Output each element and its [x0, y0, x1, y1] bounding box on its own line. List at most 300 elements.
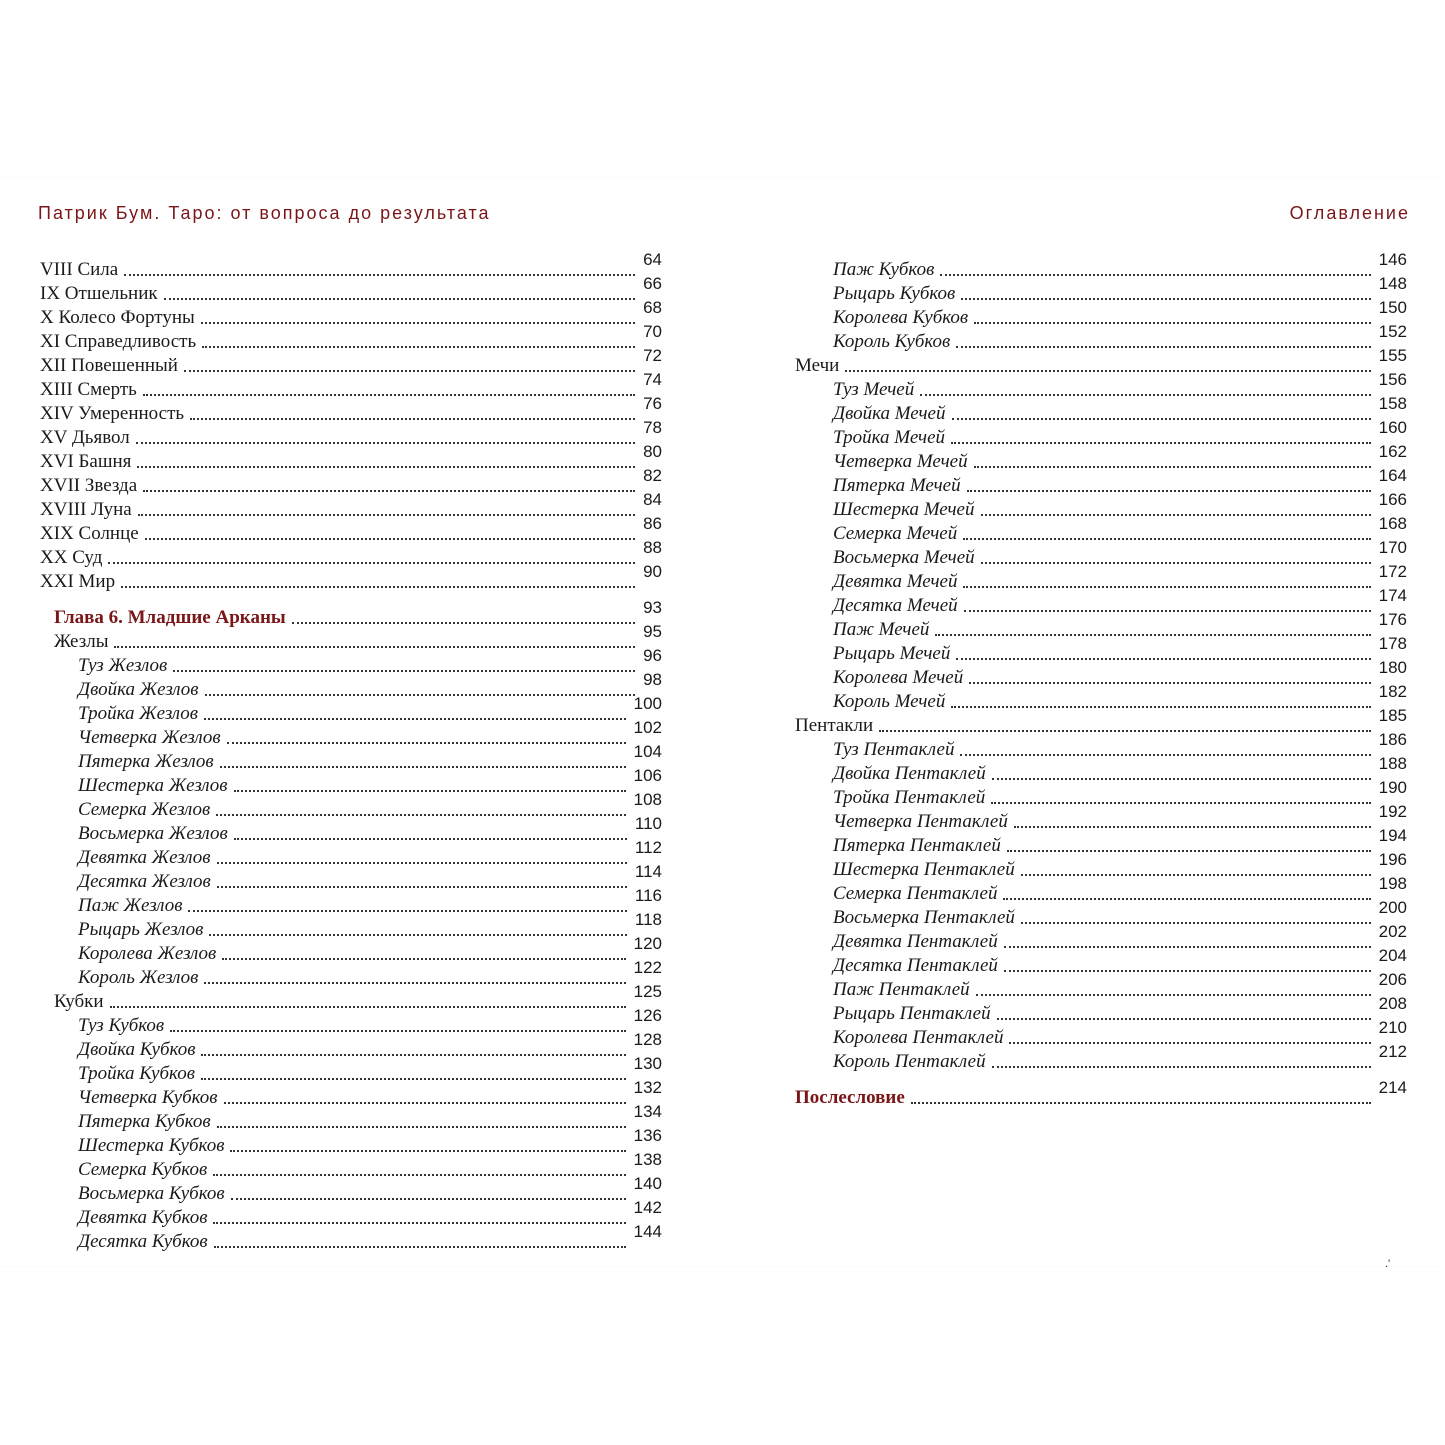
toc-page-number: 185 [1378, 706, 1407, 725]
toc-entry-title: Четверка Пентаклей [833, 811, 1008, 832]
toc-leader-dots [940, 273, 1370, 276]
toc-page-number: 134 [633, 1102, 662, 1121]
toc-page-number: 200 [1378, 898, 1407, 917]
toc-entry-title: Шестерка Кубков [78, 1135, 225, 1156]
toc-entry[interactable] [40, 958, 662, 990]
toc-page-number: 120 [633, 934, 662, 953]
toc-entry-title: Король Мечей [833, 691, 946, 712]
toc-leader-dots [202, 345, 635, 348]
toc-page-number: 108 [633, 790, 662, 809]
toc-entry-title: Восьмерка Жезлов [78, 823, 228, 844]
toc-page-number: 68 [643, 298, 662, 317]
toc-chapter-entry[interactable] [795, 1078, 1407, 1110]
toc-page-number: 214 [1378, 1078, 1407, 1097]
toc-entry-title: Девятка Мечей [833, 571, 958, 592]
toc-page-number: 196 [1378, 850, 1407, 869]
toc-leader-dots [201, 1053, 625, 1056]
toc-leader-dots [1003, 897, 1370, 900]
toc-entry[interactable] [40, 250, 662, 282]
toc-entry-title: Четверка Кубков [78, 1087, 218, 1108]
toc-page-number: 164 [1378, 466, 1407, 485]
toc-entry-title: XXI Мир [40, 571, 116, 592]
toc-leader-dots [1021, 873, 1371, 876]
toc-entry-title: Паж Жезлов [78, 895, 183, 916]
toc-leader-dots [956, 345, 1370, 348]
toc-entry[interactable] [795, 1018, 1407, 1050]
toc-entry-title: XVI Башня [40, 451, 132, 472]
toc-entry[interactable] [40, 1174, 662, 1206]
toc-entry[interactable] [40, 1054, 662, 1086]
toc-entry-title: Двойка Пентаклей [833, 763, 986, 784]
toc-leader-dots [956, 657, 1370, 660]
toc-entry-title: Четверка Жезлов [78, 727, 221, 748]
toc-entry[interactable] [795, 490, 1407, 522]
toc-entry[interactable] [40, 394, 662, 426]
toc-page-number: 160 [1378, 418, 1407, 437]
toc-page-number: 125 [633, 982, 662, 1001]
toc-entry-title: Шестерка Жезлов [78, 775, 228, 796]
toc-leader-dots [124, 273, 635, 276]
toc-entry-title: Паж Кубков [833, 259, 935, 280]
toc-entry[interactable] [40, 418, 662, 450]
toc-entry[interactable] [40, 694, 662, 726]
toc-leader-dots [234, 789, 626, 792]
toc-page-number: 110 [634, 814, 662, 833]
toc-entry[interactable] [40, 466, 662, 498]
toc-entry[interactable] [795, 658, 1407, 690]
toc-page-number: 142 [633, 1198, 662, 1217]
toc-entry[interactable] [795, 538, 1407, 570]
toc-entry[interactable] [40, 1126, 662, 1158]
toc-page-number: 126 [633, 1006, 662, 1025]
toc-entry[interactable] [795, 874, 1407, 906]
toc-entry-title: Король Жезлов [78, 967, 199, 988]
toc-leader-dots [108, 561, 635, 564]
toc-entry[interactable] [40, 298, 662, 330]
toc-entry[interactable] [795, 394, 1407, 426]
toc-right-column [795, 250, 1407, 1110]
toc-leader-dots [960, 753, 1370, 756]
toc-page-number: 186 [1378, 730, 1407, 749]
toc-page-number: 86 [643, 514, 662, 533]
toc-page-number: 138 [633, 1150, 662, 1169]
toc-entry-title: Рыцарь Жезлов [78, 919, 204, 940]
toc-page-number: 180 [1378, 658, 1407, 677]
toc-page-number: 162 [1378, 442, 1407, 461]
toc-leader-dots [1004, 945, 1371, 948]
toc-entry[interactable] [795, 562, 1407, 594]
toc-leader-dots [110, 1005, 626, 1008]
toc-entry-title: XIII Смерть [40, 379, 137, 400]
toc-entry[interactable] [795, 970, 1407, 1002]
toc-page-number: 112 [634, 838, 662, 857]
toc-entry-title: Паж Мечей [833, 619, 930, 640]
toc-entry[interactable] [795, 802, 1407, 834]
toc-page-number: 82 [643, 466, 662, 485]
toc-entry-title: Тройка Пентаклей [833, 787, 986, 808]
toc-page-number: 208 [1378, 994, 1407, 1013]
toc-entry-title: Десятка Жезлов [78, 871, 211, 892]
toc-page-number: 140 [633, 1174, 662, 1193]
toc-leader-dots [964, 609, 1371, 612]
toc-entry[interactable] [40, 1102, 662, 1134]
toc-entry-title: Рыцарь Пентаклей [833, 1003, 991, 1024]
toc-entry-title: Король Пентаклей [833, 1051, 986, 1072]
toc-entry-title: Тройка Жезлов [78, 703, 199, 724]
toc-entry[interactable] [795, 466, 1407, 498]
toc-page-number: 156 [1378, 370, 1407, 389]
toc-entry-title: Рыцарь Мечей [833, 643, 951, 664]
toc-entry-title: Шестерка Пентаклей [833, 859, 1015, 880]
toc-entry-title: Пятерка Кубков [78, 1111, 211, 1132]
running-head-section: Оглавление [1289, 203, 1410, 223]
toc-page-number: 98 [643, 670, 662, 689]
toc-page-number: 144 [633, 1222, 662, 1241]
toc-entry-title: Десятка Кубков [78, 1231, 208, 1252]
toc-entry-title: Пятерка Жезлов [78, 751, 214, 772]
toc-leader-dots [217, 1125, 626, 1128]
toc-leader-dots [951, 705, 1370, 708]
toc-leader-dots [234, 837, 627, 840]
toc-page-number: 100 [633, 694, 662, 713]
toc-leader-dots [963, 537, 1370, 540]
toc-page-number: 136 [633, 1126, 662, 1145]
toc-entry[interactable] [795, 586, 1407, 618]
toc-entry[interactable] [40, 670, 662, 702]
toc-page-number: 176 [1378, 610, 1407, 629]
toc-leader-dots [213, 1221, 625, 1224]
toc-entry-title: Кубки [54, 991, 104, 1012]
toc-page-number: 150 [1378, 298, 1407, 317]
toc-leader-dots [974, 321, 1370, 324]
toc-page-number: 152 [1378, 322, 1407, 341]
toc-page-number: 192 [1378, 802, 1407, 821]
toc-leader-dots [967, 489, 1371, 492]
toc-page-number: 174 [1378, 586, 1407, 605]
toc-entry-title: Королева Жезлов [78, 943, 217, 964]
toc-entry[interactable] [40, 1222, 662, 1254]
toc-entry[interactable] [40, 622, 662, 654]
toc-page-number: 146 [1378, 250, 1407, 269]
toc-leader-dots [188, 909, 626, 912]
toc-entry[interactable] [795, 250, 1407, 282]
toc-page-number: 84 [643, 490, 662, 509]
toc-leader-dots [992, 1065, 1371, 1068]
toc-leader-dots [137, 465, 635, 468]
toc-entry-title: Семерка Жезлов [78, 799, 211, 820]
toc-left-column [40, 250, 662, 1254]
toc-entry[interactable] [40, 562, 662, 594]
toc-leader-dots [879, 729, 1370, 732]
toc-entry-title: XVIII Луна [40, 499, 132, 520]
toc-entry[interactable] [795, 730, 1407, 762]
toc-entry[interactable] [40, 814, 662, 846]
toc-entry[interactable] [40, 910, 662, 942]
toc-page-number: 172 [1378, 562, 1407, 581]
toc-page-number: 114 [634, 862, 662, 881]
toc-entry-title: IX Отшельник [40, 283, 158, 304]
toc-entry[interactable] [40, 718, 662, 750]
toc-entry-title: Туз Жезлов [78, 655, 168, 676]
toc-entry-title: Король Кубков [833, 331, 951, 352]
toc-entry-title: Девятка Кубков [78, 1207, 208, 1228]
toc-entry[interactable] [795, 370, 1407, 402]
toc-leader-dots [1014, 825, 1371, 828]
toc-entry[interactable] [795, 946, 1407, 978]
toc-page-number: 95 [643, 622, 662, 641]
toc-page-number: 96 [643, 646, 662, 665]
toc-entry[interactable] [40, 790, 662, 822]
toc-page-number: 70 [643, 322, 662, 341]
toc-entry[interactable] [795, 826, 1407, 858]
toc-leader-dots [190, 417, 635, 420]
toc-entry-title: Восьмерка Мечей [833, 547, 975, 568]
toc-entry[interactable] [795, 754, 1407, 786]
toc-entry[interactable] [795, 778, 1407, 810]
toc-entry[interactable] [795, 994, 1407, 1026]
toc-leader-dots [204, 717, 626, 720]
toc-entry[interactable] [40, 838, 662, 870]
toc-page-number: 204 [1378, 946, 1407, 965]
toc-entry-title: XVII Звезда [40, 475, 138, 496]
toc-entry[interactable] [40, 1150, 662, 1182]
toc-page-number: 78 [643, 418, 662, 437]
toc-entry-title: Шестерка Мечей [833, 499, 975, 520]
toc-entry[interactable] [795, 514, 1407, 546]
toc-entry[interactable] [40, 442, 662, 474]
toc-entry-title: Мечи [795, 355, 840, 376]
toc-page-number: 64 [643, 250, 662, 269]
toc-entry[interactable] [40, 886, 662, 918]
toc-entry[interactable] [795, 418, 1407, 450]
toc-leader-dots [1004, 969, 1371, 972]
toc-entry-title: Девятка Пентаклей [833, 931, 998, 952]
toc-entry-title: Королева Пентаклей [833, 1027, 1004, 1048]
toc-entry-title: Глава 6. Младшие Арканы [54, 607, 286, 628]
toc-entry-title: XX Суд [40, 547, 103, 568]
toc-leader-dots [227, 741, 626, 744]
toc-page-number: 76 [643, 394, 662, 413]
toc-leader-dots [143, 489, 635, 492]
toc-chapter-entry[interactable] [40, 598, 662, 630]
toc-entry-title: X Колесо Фортуны [40, 307, 195, 328]
toc-entry[interactable] [795, 298, 1407, 330]
toc-page-number: 158 [1378, 394, 1407, 413]
toc-entry[interactable] [795, 850, 1407, 882]
running-head-book-title: Патрик Бум. Таро: от вопроса до результата [38, 203, 491, 223]
toc-leader-dots [143, 393, 635, 396]
toc-page-number: 106 [633, 766, 662, 785]
toc-entry[interactable] [40, 934, 662, 966]
toc-entry-title: Двойка Мечей [833, 403, 946, 424]
toc-entry[interactable] [40, 646, 662, 678]
toc-entry[interactable] [795, 442, 1407, 474]
toc-entry-title: Тройка Кубков [78, 1063, 195, 1084]
toc-page-number: 182 [1378, 682, 1407, 701]
toc-page-number: 178 [1378, 634, 1407, 653]
toc-page-number: 170 [1378, 538, 1407, 557]
toc-leader-dots [205, 693, 636, 696]
toc-entry[interactable] [40, 766, 662, 798]
toc-leader-dots [164, 297, 635, 300]
toc-entry-title: Семерка Мечей [833, 523, 958, 544]
toc-entry-title: VIII Сила [40, 259, 119, 280]
toc-entry[interactable] [795, 898, 1407, 930]
toc-entry-title: Семерка Кубков [78, 1159, 208, 1180]
toc-page-number: 66 [643, 274, 662, 293]
toc-leader-dots [220, 765, 626, 768]
toc-entry-title: Туз Мечей [833, 379, 915, 400]
toc-entry[interactable] [795, 682, 1407, 714]
toc-page-number: 132 [633, 1078, 662, 1097]
toc-leader-dots [114, 645, 635, 648]
toc-page-number: 93 [643, 598, 662, 617]
toc-entry[interactable] [40, 862, 662, 894]
toc-leader-dots [920, 393, 1370, 396]
toc-leader-dots [224, 1101, 626, 1104]
toc-entry-title: Послесловие [795, 1087, 905, 1108]
toc-page-number: 74 [643, 370, 662, 389]
toc-leader-dots [204, 981, 625, 984]
toc-entry[interactable] [795, 706, 1407, 738]
toc-entry[interactable] [795, 1042, 1407, 1074]
toc-entry[interactable] [40, 274, 662, 306]
page-mark: .' [1385, 1256, 1391, 1270]
toc-entry[interactable] [40, 346, 662, 378]
toc-leader-dots [230, 1149, 625, 1152]
toc-page-number: 90 [643, 562, 662, 581]
toc-leader-dots [981, 561, 1371, 564]
toc-page-number: 155 [1378, 346, 1407, 365]
toc-leader-dots [935, 633, 1370, 636]
toc-entry-title: XIX Солнце [40, 523, 139, 544]
toc-entry[interactable] [40, 1006, 662, 1038]
toc-leader-dots [997, 1017, 1371, 1020]
toc-entry[interactable] [40, 514, 662, 546]
toc-leader-dots [1007, 849, 1371, 852]
toc-leader-dots [1021, 921, 1371, 924]
toc-leader-dots [961, 297, 1370, 300]
toc-entry-title: Королева Кубков [833, 307, 969, 328]
toc-leader-dots [976, 993, 1371, 996]
toc-entry[interactable] [795, 274, 1407, 306]
toc-leader-dots [209, 933, 626, 936]
toc-leader-dots [292, 621, 635, 624]
toc-entry[interactable] [795, 346, 1407, 378]
toc-entry-title: XV Дьявол [40, 427, 130, 448]
toc-leader-dots [963, 585, 1370, 588]
toc-entry[interactable] [40, 490, 662, 522]
toc-page-number: 116 [634, 886, 662, 905]
toc-entry-title: Жезлы [54, 631, 109, 652]
toc-page-number: 190 [1378, 778, 1407, 797]
toc-page-number: 166 [1378, 490, 1407, 509]
toc-entry[interactable] [40, 982, 662, 1014]
toc-leader-dots [201, 1077, 626, 1080]
toc-entry[interactable] [795, 634, 1407, 666]
toc-entry[interactable] [40, 1030, 662, 1062]
toc-entry-title: Пентакли [795, 715, 874, 736]
toc-leader-dots [201, 321, 635, 324]
toc-leader-dots [969, 681, 1370, 684]
toc-entry[interactable] [40, 322, 662, 354]
toc-leader-dots [170, 1029, 625, 1032]
toc-entry-title: Десятка Пентаклей [833, 955, 998, 976]
toc-entry-title: Королева Мечей [833, 667, 964, 688]
toc-leader-dots [121, 585, 635, 588]
toc-entry[interactable] [40, 370, 662, 402]
toc-entry[interactable] [40, 742, 662, 774]
toc-entry-title: Четверка Мечей [833, 451, 968, 472]
toc-leader-dots [231, 1197, 626, 1200]
toc-entry-title: Туз Пентаклей [833, 739, 955, 760]
toc-page-number: 118 [634, 910, 662, 929]
toc-entry-title: Восьмерка Кубков [78, 1183, 225, 1204]
toc-page-number: 210 [1378, 1018, 1407, 1037]
toc-leader-dots [214, 1245, 626, 1248]
toc-leader-dots [991, 801, 1370, 804]
toc-page-number: 128 [633, 1030, 662, 1049]
toc-page-number: 72 [643, 346, 662, 365]
toc-leader-dots [1009, 1041, 1370, 1044]
toc-page-number: 130 [633, 1054, 662, 1073]
toc-page-number: 168 [1378, 514, 1407, 533]
toc-leader-dots [184, 369, 635, 372]
toc-entry-title: Десятка Мечей [833, 595, 958, 616]
toc-entry-title: Тройка Мечей [833, 427, 945, 448]
toc-leader-dots [217, 861, 627, 864]
toc-entry-title: Восьмерка Пентаклей [833, 907, 1015, 928]
toc-entry[interactable] [795, 922, 1407, 954]
toc-entry[interactable] [795, 610, 1407, 642]
toc-leader-dots [845, 369, 1370, 372]
toc-entry-title: Девятка Жезлов [78, 847, 211, 868]
toc-leader-dots [173, 669, 635, 672]
toc-page-number: 104 [633, 742, 662, 761]
toc-entry[interactable] [40, 1198, 662, 1230]
toc-leader-dots [952, 417, 1371, 420]
toc-page-number: 88 [643, 538, 662, 557]
toc-page-number: 206 [1378, 970, 1407, 989]
toc-page-number: 198 [1378, 874, 1407, 893]
toc-entry-title: Пятерка Мечей [833, 475, 961, 496]
toc-leader-dots [974, 465, 1371, 468]
toc-entry[interactable] [40, 538, 662, 570]
toc-entry-title: Двойка Жезлов [78, 679, 199, 700]
toc-leader-dots [213, 1173, 625, 1176]
toc-entry-title: XIV Умеренность [40, 403, 185, 424]
toc-entry-title: Туз Кубков [78, 1015, 165, 1036]
toc-page-number: 194 [1378, 826, 1407, 845]
toc-leader-dots [911, 1101, 1371, 1104]
toc-leader-dots [992, 777, 1371, 780]
toc-entry-title: Пятерка Пентаклей [833, 835, 1001, 856]
toc-leader-dots [217, 885, 627, 888]
toc-gap [40, 594, 662, 606]
toc-leader-dots [138, 513, 635, 516]
toc-leader-dots [136, 441, 635, 444]
toc-entry[interactable] [40, 1078, 662, 1110]
toc-page-number: 102 [633, 718, 662, 737]
toc-entry[interactable] [795, 322, 1407, 354]
toc-leader-dots [981, 513, 1371, 516]
toc-page-number: 212 [1378, 1042, 1407, 1061]
toc-entry-title: Рыцарь Кубков [833, 283, 956, 304]
toc-entry-title: XI Справедливость [40, 331, 197, 352]
toc-leader-dots [951, 441, 1371, 444]
toc-gap [795, 1074, 1407, 1086]
toc-leader-dots [222, 957, 625, 960]
